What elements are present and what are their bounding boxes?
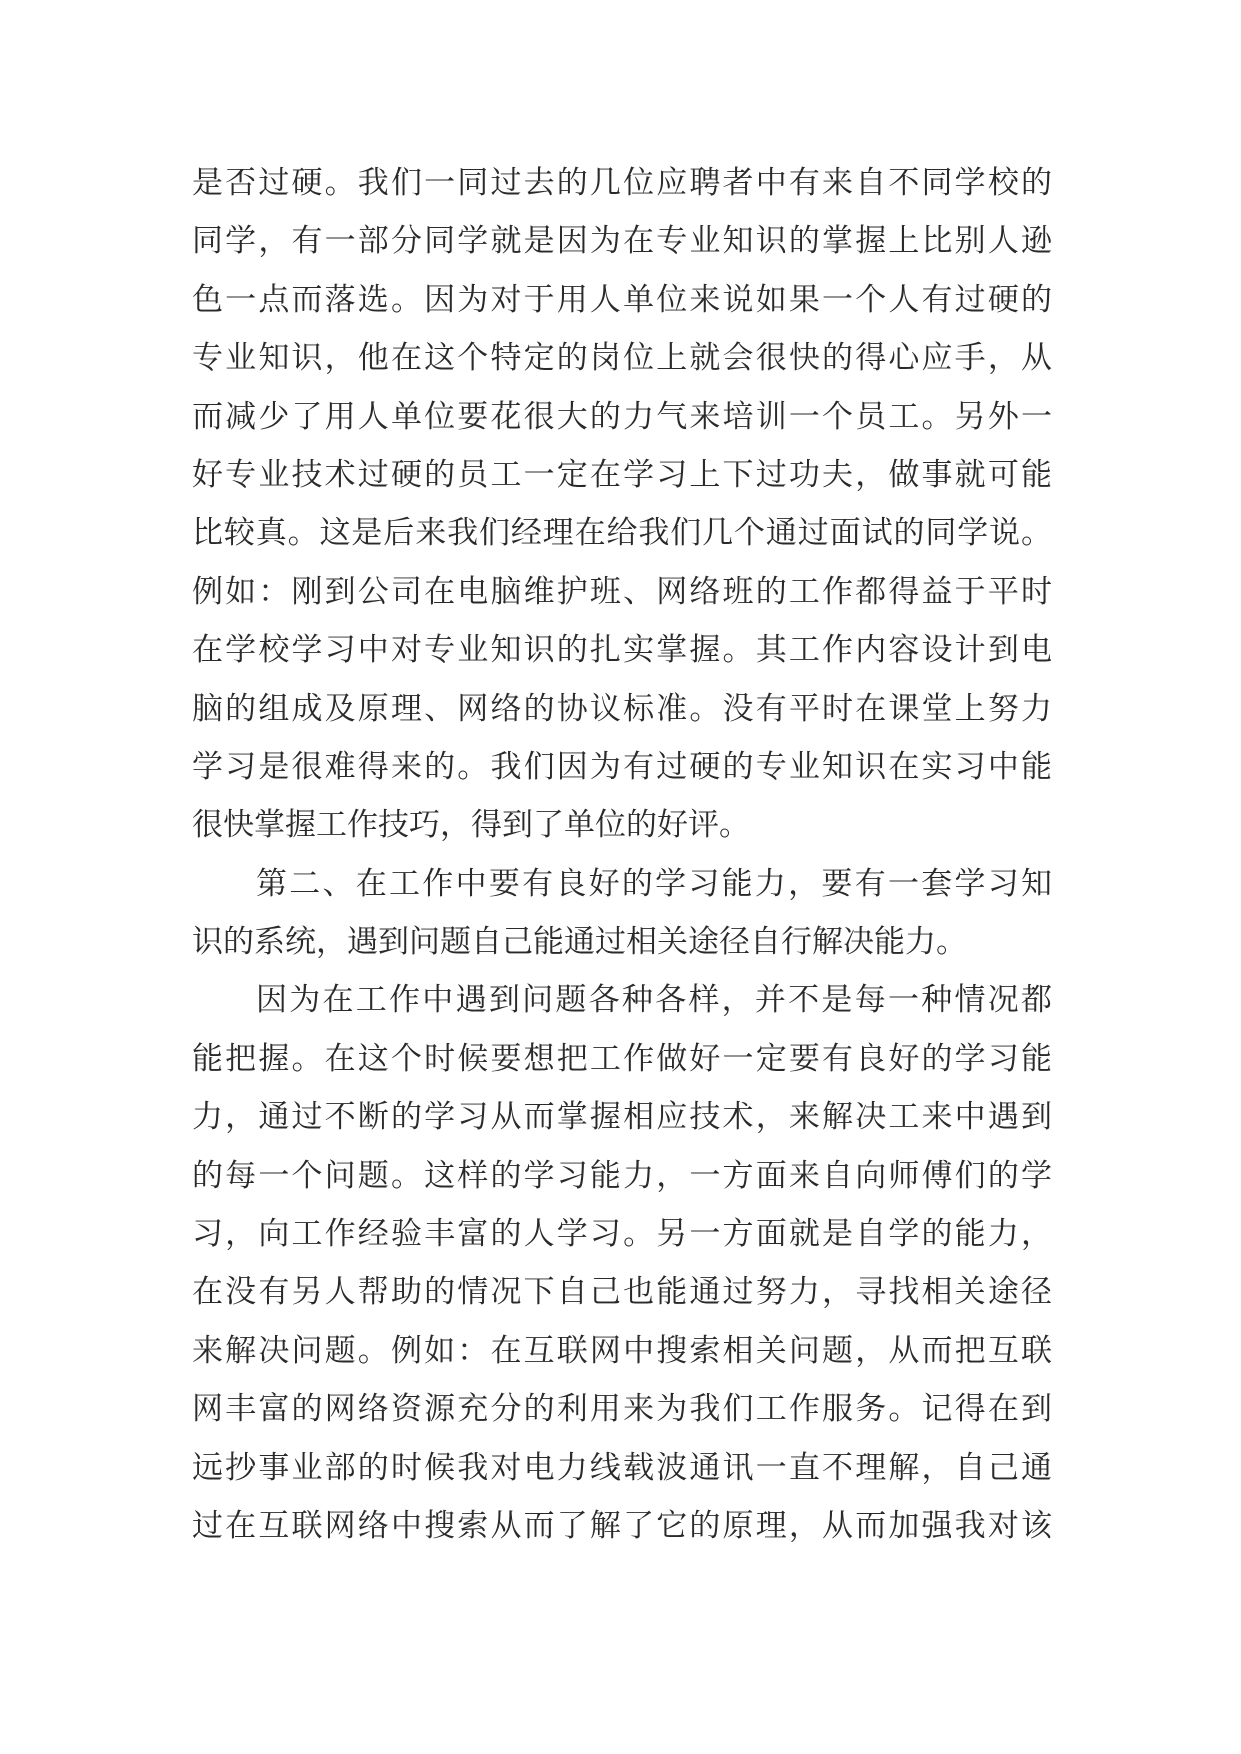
text-line: 在学校学习中对专业知识的扎实掌握。其工作内容设计到电	[192, 632, 1052, 669]
text-line: 来解决问题。例如：在互联网中搜索相关问题，从而把互联	[192, 1332, 1052, 1369]
text-line: 网丰富的网络资源充分的利用来为我们工作服务。记得在到	[192, 1391, 1052, 1428]
text-line: 的每一个问题。这样的学习能力，一方面来自向师傅们的学	[192, 1157, 1052, 1194]
text-line: 学习是很难得来的。我们因为有过硬的专业知识在实习中能	[192, 748, 1052, 785]
text-line: 能把握。在这个时候要想把工作做好一定要有良好的学习能	[192, 1040, 1052, 1077]
text-line: 好专业技术过硬的员工一定在学习上下过功夫，做事就可能	[192, 456, 1052, 493]
text-line: 是否过硬。我们一同过去的几位应聘者中有来自不同学校的	[192, 165, 1052, 201]
text-line: 很快掌握工作技巧，得到了单位的好评。	[192, 807, 750, 844]
body-text	[192, 154, 1052, 1555]
text-line: 识的系统，遇到问题自己能通过相关途径自行解决能力。	[192, 924, 967, 961]
text-line: 同学，有一部分同学就是因为在专业知识的掌握上比别人逊	[192, 223, 1052, 260]
paragraph-start-line: 第二、在工作中要有良好的学习能力，要有一套学习知	[256, 865, 1052, 902]
text-line: 专业知识，他在这个特定的岗位上就会很快的得心应手，从	[192, 340, 1052, 377]
text-line: 力，通过不断的学习从而掌握相应技术，来解决工来中遇到	[192, 1099, 1052, 1136]
text-line: 在没有另人帮助的情况下自己也能通过努力，寻找相关途径	[192, 1274, 1052, 1311]
text-line: 习，向工作经验丰富的人学习。另一方面就是自学的能力，	[192, 1216, 1052, 1253]
text-line: 比较真。这是后来我们经理在给我们几个通过面试的同学说。	[192, 515, 1052, 552]
text-line: 脑的组成及原理、网络的协议标准。没有平时在课堂上努力	[192, 690, 1052, 727]
paragraph-start-line: 因为在工作中遇到问题各种各样，并不是每一种情况都	[256, 982, 1052, 1019]
text-line: 色一点而落选。因为对于用人单位来说如果一个人有过硬的	[192, 281, 1052, 318]
text-line: 例如：刚到公司在电脑维护班、网络班的工作都得益于平时	[192, 573, 1052, 610]
text-line: 而减少了用人单位要花很大的力气来培训一个员工。另外一	[192, 398, 1052, 435]
text-line: 过在互联网络中搜索从而了解了它的原理，从而加强我对该	[192, 1507, 1052, 1544]
text-line: 远抄事业部的时候我对电力线载波通讯一直不理解，自己通	[192, 1449, 1052, 1486]
